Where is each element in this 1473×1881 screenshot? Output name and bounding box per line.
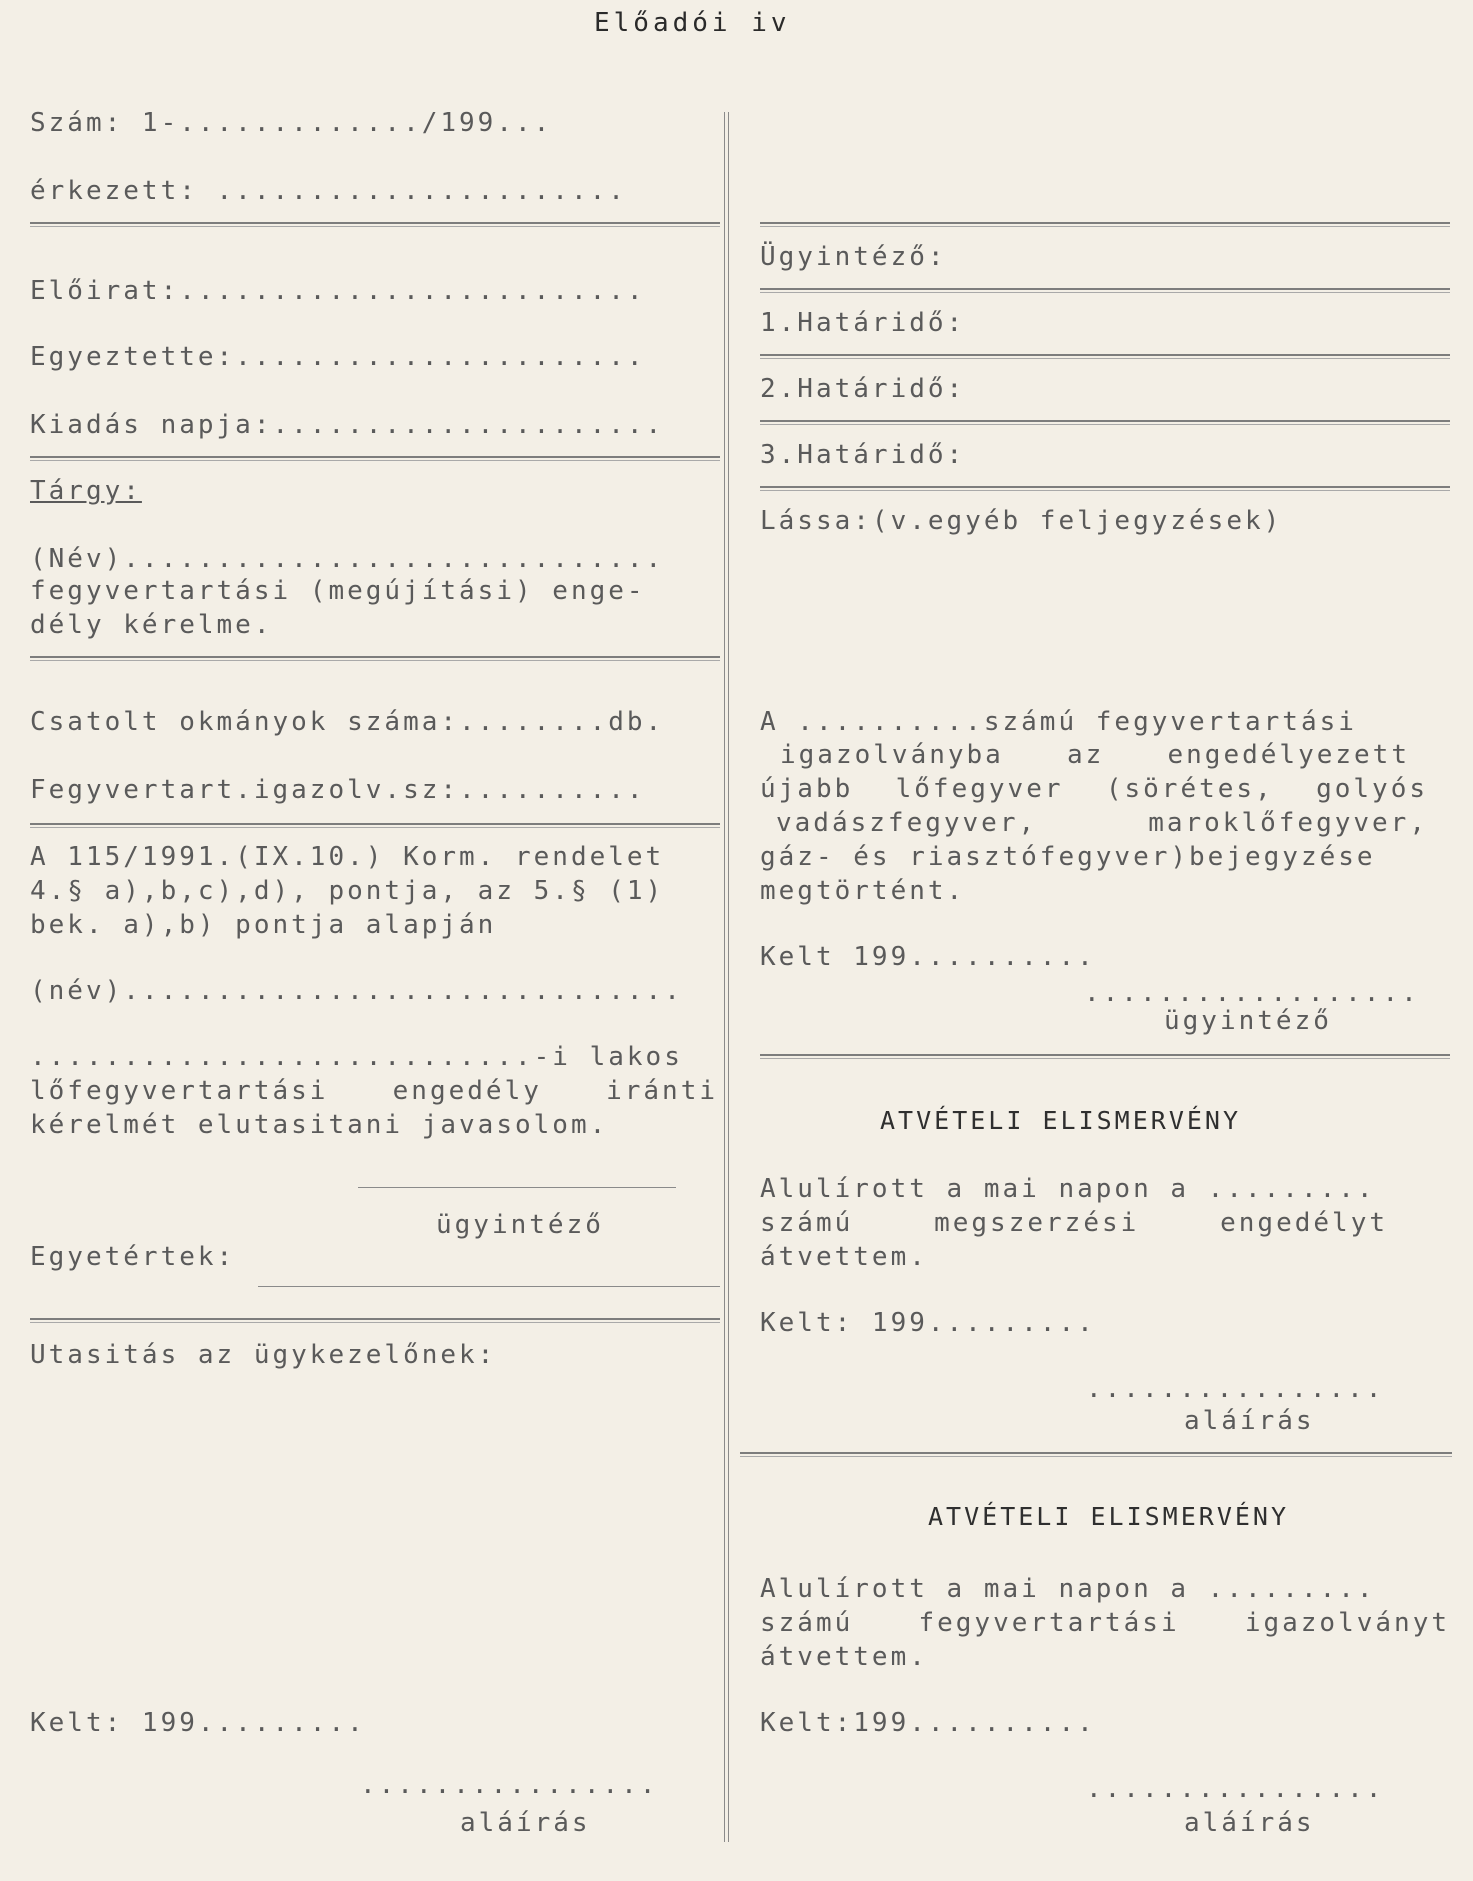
- divider: [760, 222, 1450, 227]
- bejegyzes-line2: igazolványba az engedélyezett: [780, 740, 1410, 770]
- targy-nev-field: (Név).............................: [30, 544, 665, 574]
- targy-label: Tárgy:: [30, 476, 142, 506]
- egyetertek-label: Egyetértek:: [30, 1242, 236, 1272]
- bejegyzes-line1: A ..........számú fegyvertartási: [760, 707, 1357, 737]
- lofegyvertartasi-line: lőfegyvertartási engedély iránti: [30, 1076, 718, 1106]
- signature-dots-1: ..................: [1084, 978, 1420, 1008]
- kelt-field-1: Kelt 199..........: [760, 942, 1096, 972]
- bejegyzes-line3: újabb lőfegyver (sörétes, golyós: [760, 774, 1428, 804]
- divider: [760, 486, 1450, 491]
- ugyintezo-signature-label: ügyintéző: [436, 1210, 604, 1240]
- divider: [760, 354, 1450, 359]
- csatolt-okmanyok-field: Csatolt okmányok száma:........db.: [30, 707, 665, 737]
- atveteli-elismerveny-1-title: ATVÉTELI ELISMERVÉNY: [880, 1106, 1242, 1135]
- column-divider: [724, 112, 729, 1842]
- kelt-field-2: Kelt: 199.........: [760, 1308, 1096, 1338]
- lassa-field: Lássa:(v.egyéb feljegyzések): [760, 506, 1283, 536]
- kiadas-napja-field: Kiadás napja:.....................: [30, 410, 665, 440]
- bejegyzes-line4: vadászfegyver, maroklőfegyver,: [776, 808, 1428, 838]
- atveteli-1-line2: számú megszerzési engedélyt: [760, 1208, 1388, 1238]
- divider: [30, 823, 720, 828]
- divider: [760, 288, 1450, 293]
- atveteli-1-line1: Alulírott a mai napon a .........: [760, 1174, 1376, 1204]
- kelt-field: Kelt: 199.........: [30, 1708, 366, 1738]
- eloirat-field: Előirat:.........................: [30, 276, 646, 306]
- divider: [30, 222, 720, 227]
- divider: [30, 656, 720, 661]
- alairas-label: aláírás: [460, 1808, 591, 1838]
- kerelmet-line: kérelmét elutasitani javasolom.: [30, 1110, 609, 1140]
- szam-field: Szám: 1-............./199...: [30, 108, 553, 138]
- rendelet-line3: bek. a),b) pontja alapján: [30, 910, 497, 940]
- lakos-field: ...........................-i lakos: [30, 1042, 683, 1072]
- signature-line: [358, 1187, 676, 1188]
- divider: [30, 1318, 720, 1323]
- divider: [760, 1054, 1450, 1059]
- atveteli-2-line3: átvettem.: [760, 1642, 928, 1672]
- rendelet-line2: 4.§ a),b,c),d), pontja, az 5.§ (1): [30, 876, 665, 906]
- ugyintezo-signature-label-right: ügyintéző: [1164, 1006, 1332, 1036]
- divider: [760, 420, 1450, 425]
- bejegyzes-line6: megtörtént.: [760, 876, 966, 906]
- divider: [30, 456, 720, 461]
- bejegyzes-line5: gáz- és riasztófegyver)bejegyzése: [760, 842, 1376, 872]
- signature-dots: ................: [360, 1770, 659, 1800]
- alairas-label-3: aláírás: [1184, 1808, 1315, 1838]
- page-title: Előadói iv: [594, 8, 791, 38]
- targy-text-line2: dély kérelme.: [30, 610, 273, 640]
- atveteli-1-line3: átvettem.: [760, 1242, 928, 1272]
- alairas-label-2: aláírás: [1184, 1406, 1315, 1436]
- hatarido-3-field: 3.Határidő:: [760, 440, 966, 470]
- fegyvertart-igazolv-field: Fegyvertart.igazolv.sz:..........: [30, 775, 646, 805]
- nev-field: (név)..............................: [30, 976, 683, 1006]
- atveteli-2-line2: számú fegyvertartási igazolványt: [760, 1608, 1450, 1638]
- signature-dots-3: ................: [1086, 1774, 1385, 1804]
- egyetertek-signature-line: [258, 1286, 720, 1287]
- hatarido-1-field: 1.Határidő:: [760, 308, 966, 338]
- atveteli-2-line1: Alulírott a mai napon a .........: [760, 1574, 1376, 1604]
- atveteli-elismerveny-2-title: ATVÉTELI ELISMERVÉNY: [928, 1502, 1290, 1531]
- egyeztette-field: Egyeztette:......................: [30, 342, 646, 372]
- rendelet-line1: A 115/1991.(IX.10.) Korm. rendelet: [30, 842, 665, 872]
- signature-dots-2: ................: [1086, 1374, 1385, 1404]
- ugyintezo-field: Ügyintéző:: [760, 242, 947, 272]
- kelt-field-3: Kelt:199..........: [760, 1708, 1096, 1738]
- divider: [740, 1452, 1452, 1457]
- targy-text-line1: fegyvertartási (megújítási) enge-: [30, 576, 646, 606]
- hatarido-2-field: 2.Határidő:: [760, 374, 966, 404]
- utasitas-label: Utasitás az ügykezelőnek:: [30, 1340, 497, 1370]
- erkezett-field: érkezett: ......................: [30, 176, 627, 206]
